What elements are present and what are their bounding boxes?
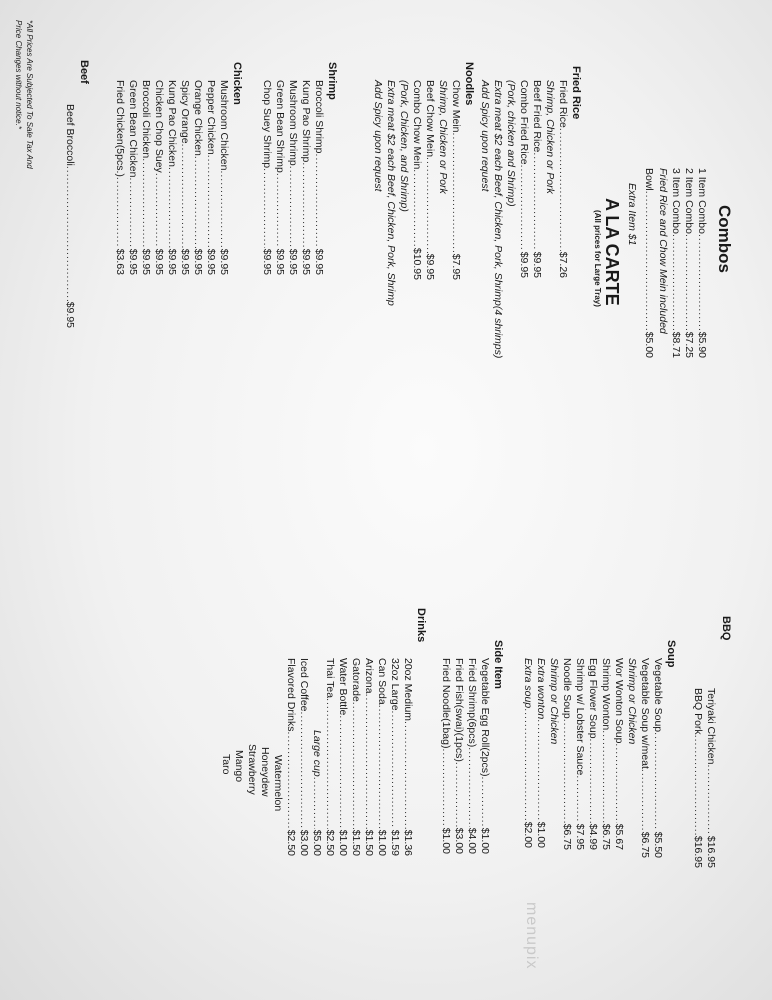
menu-item: Broccoli Shrimp ..... $9.95 xyxy=(312,80,325,275)
menu-item: Mushroom Chicken ..... $9.95 xyxy=(217,80,230,275)
menu-item: Large cup ..... $5.00 xyxy=(310,730,323,856)
flavor-item: Watermelon xyxy=(272,755,284,812)
flavor-item: Honeydew xyxy=(259,747,271,797)
menu-item: Water Bottle ..... $1.00 xyxy=(336,658,349,856)
menu-item: Vegetable Egg Roll(2pcs) ..... $1.00 xyxy=(478,658,491,854)
menu-item: Pepper Chicken ..... $9.95 xyxy=(204,80,217,275)
menu-item: Fried Chicken(5pcs.) ..... $3.63 xyxy=(113,80,126,275)
menu-item: Vegetable Soup ..... $5.50 xyxy=(651,658,664,858)
menu-item: Vegetable Soup w/meat ..... $6.75 xyxy=(638,658,651,858)
alacarte-subtitle: (All prices for Large Tray) xyxy=(593,210,602,307)
menu-item: 32oz Large ..... $1.59 xyxy=(388,658,401,856)
menu-item: Chow Mein ..... $7.95 xyxy=(449,80,462,280)
menu-item: Orange Chicken ..... $9.95 xyxy=(191,80,204,275)
menu-item-options: Shrimp or Chicken xyxy=(548,658,560,745)
drinks-heading: Drinks xyxy=(415,608,427,643)
menu-item: Combo Fried Rice ..... $9.95 xyxy=(517,80,530,278)
menu-item: Mushroom Shrimp ..... $9.95 xyxy=(286,80,299,275)
combos-title: Combos xyxy=(715,205,734,273)
menu-item: Wor Wonton Soup ..... $5.67 xyxy=(612,658,625,850)
menu-item-note: (Pork, chicken and Shrimp) xyxy=(505,80,517,207)
noodles-heading: Noodles xyxy=(463,62,475,106)
menu-item: Shrimp w/ Lobster Sauce ..... $7.95 xyxy=(573,658,586,850)
alacarte-title: A LA CARTE xyxy=(602,198,622,306)
watermark-logo: menupix xyxy=(523,902,540,970)
menu-item: Green Bean Shrimp ..... $9.95 xyxy=(273,80,286,275)
beef-heading: Beef xyxy=(78,60,90,84)
menu-item-options: Shrimp, Chicken or Pork xyxy=(437,80,449,194)
menu-item: Extra wonton ..... $1.00 xyxy=(534,658,547,848)
menu-item: BBQ Pork ..... $16.95 xyxy=(691,688,704,868)
menu-item-options: Shrimp or Chicken xyxy=(626,658,638,745)
menu-item: Fried Rice ..... $7.26 xyxy=(556,80,569,278)
flavor-item: Strawberry xyxy=(246,744,258,795)
menu-item: Fried Shrimp(6pcs) ..... $4.00 xyxy=(465,658,478,854)
spicy-note: Add Spicy upon request xyxy=(372,80,384,192)
menu-item: Noodle Soup ..... $6.75 xyxy=(560,658,573,850)
menu-item: Extra soup ..... $2.00 xyxy=(521,658,534,848)
menu-item: Kung Pao Chicken ..... $9.95 xyxy=(165,80,178,275)
menu-item: 1 Item Combo ..... $5.90 xyxy=(695,168,708,358)
menu-item: 20oz Medium ..... $1.36 xyxy=(401,658,414,856)
flavor-item: Mango xyxy=(233,750,245,783)
menu-item: Fried Noodle(1bag) ..... $1.00 xyxy=(439,658,452,854)
menu-item: Kung Pao Shrimp ..... $9.95 xyxy=(299,80,312,275)
menu-item: 3 Item Combo ..... $8.71 xyxy=(669,168,682,358)
bbq-heading: BBQ xyxy=(720,616,732,641)
extra-meat-note: Extra meat $2 each Beef, Chicken, Pork, Shrimp xyxy=(385,80,397,306)
menu-item: Beef Fried Rice ..... $9.95 xyxy=(530,80,543,278)
menu-item: Shrimp Wonton ..... $6.75 xyxy=(599,658,612,850)
menu-item: Flavored Drinks ..... $2.50 xyxy=(284,658,297,856)
menu-item: Beef Chow Mein ..... $9.95 xyxy=(423,80,436,280)
menu-item: Gatorade ..... $1.50 xyxy=(349,658,362,856)
menu-item: Thai Tea ..... $2.50 xyxy=(323,658,336,856)
side-item-heading: Side Item xyxy=(492,640,504,689)
menu-item: Chicken Chop Suey ..... $9.95 xyxy=(152,80,165,275)
menu-item: Chop Suey Shrimp ..... $9.95 xyxy=(260,80,273,275)
menu-item: Iced Coffee ..... $3.00 xyxy=(297,658,310,856)
shrimp-heading: Shrimp xyxy=(326,62,338,100)
extra-item-note: Extra Item $1 xyxy=(626,183,638,246)
menu-item: Can Soda ..... $1.00 xyxy=(375,658,388,856)
disclaimer-line-1: *All Prices Are Subjected To Sale Tax And xyxy=(25,20,34,169)
fried-rice-heading: Fried Rice xyxy=(570,66,582,120)
menu-item-options: Shrimp, Chicken or Pork xyxy=(544,80,556,194)
menu-item: Arizona ..... $1.50 xyxy=(362,658,375,856)
menu-item: Spicy Orange ..... $9.95 xyxy=(178,80,191,275)
menu-item: 2 Item Combo ..... $7.25 xyxy=(682,168,695,358)
disclaimer-line-2: Price Changes without notice.* xyxy=(14,20,23,129)
chicken-heading: Chicken xyxy=(231,62,243,105)
extra-meat-note: Extra meat $2 each Beef, Chicken, Pork, Shrimp(4 shrimps) xyxy=(492,80,504,359)
menu-item: Green Bean Chicken ..... $9.95 xyxy=(126,80,139,275)
menu-item: Combo Chow Mein ..... $10.95 xyxy=(410,80,423,280)
soup-heading: Soup xyxy=(665,640,677,668)
menu-item: Broccoli Chicken ..... $9.95 xyxy=(139,80,152,275)
menu-item: Egg Flower Soup ..... $4.99 xyxy=(586,658,599,850)
flavor-item: Taro xyxy=(220,754,232,775)
menu-item-note: (Pork, Chicken, and Shrimp) xyxy=(398,80,410,212)
menu-item: Teriyaki Chicken ..... $16.95 xyxy=(704,688,717,868)
spicy-note: Add Spicy upon request xyxy=(479,80,491,192)
combos-note: Fried Rice and Chow Mein included xyxy=(657,168,669,334)
menu-item: Bowl ..... $5.00 xyxy=(642,168,655,358)
menu-item: Fried Fish(swai)(1pcs) ..... $3.00 xyxy=(452,658,465,854)
menu-item: Beef Broccoli ..... $9.95 xyxy=(63,104,76,328)
